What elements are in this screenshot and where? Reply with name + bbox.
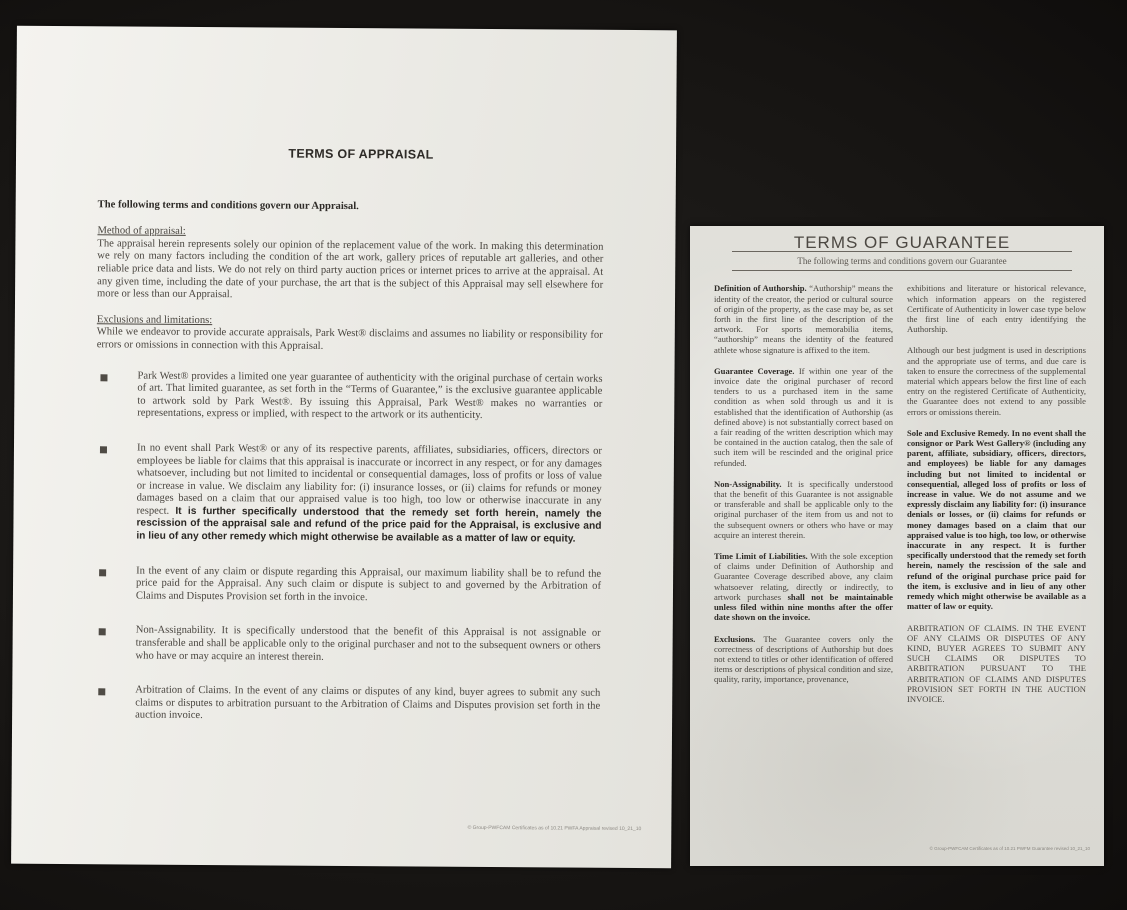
exclusions-text: The Guarantee covers only the correctness of descriptions of Authorship but does not extend to titles or other identification of offered items or descriptions of physical condition and size, quality, rarity, importance, provenance, (714, 633, 894, 685)
square-bullet-icon (100, 446, 107, 453)
nonassign-text: It is specifically understood that the benefit of this Guarantee is not assignable or transferable and shall be applicable only to the original purchaser of the item from us and not to the subsequent owners or others who have or may acquire an interest therein. (714, 478, 893, 540)
list-item-text: Non-Assignability. It is specifically understood that the benefit of this Appraisal is not assignable or transferable and shall be applicable only to the original purchaser and not to the subsequent owners or others who have or may acquire an interest therein. (135, 624, 601, 663)
coverage-text: If within one year of the invoice date the original purchaser of record tenders to us a purchased item in the same condition as when sold through us and it is established that the identification of Authorship (as defined above) is not substantially correct based on a fair reading of the written description which may be contained in the auction catalog, then the sale of such item will be rescinded and the original price refunded. (714, 365, 893, 468)
exhibitions-paragraph: exhibitions and literature or historical relevance, which information appears on the registered Certificate of Authenticity in lower case type below the first line of each entry identifying the Authorship. (907, 283, 1086, 335)
guarantee-footer: © Group-PWFCAM Certificates as of 10.21 PWFM Guarantee revised 10_21_10 (929, 845, 1090, 851)
list-item (95, 442, 602, 546)
time-limit-heading: Time Limit of Liabilities. (714, 551, 808, 562)
list-item-text: In the event of any claim or dispute regarding this Appraisal, our maximum liability shall be to refund the price paid for the Appraisal. Any such claim or dispute is subject to and governed by the Arbitration of Claims and Disputes Provision set forth in the invoice. (135, 565, 602, 604)
list-item (94, 684, 600, 725)
square-bullet-icon (98, 689, 105, 696)
coverage-heading: Guarantee Coverage. (714, 365, 795, 376)
time-limit-text: With the sole exception of claims under Definition of Authorship and Guarantee Coverage described above, any claim whatsoever relating, directly or indirectly, to artwork purchases (714, 551, 893, 602)
appraisal-footer: © Group-PWFCAM Certificates as of 10.21 PWFA Appraisal revised 10_21_10 (467, 825, 642, 833)
definition-section (714, 283, 893, 354)
exclusions-section (714, 634, 893, 685)
time-limit-bold: shall not be maintainable unless filed within nine months after the offer date shown on the invoice. (714, 591, 893, 623)
exclusions-heading: Exclusions and limitations: (96, 314, 213, 326)
appraisal-intro: The following terms and conditions govern our Appraisal. (97, 198, 359, 212)
guarantee-column-left (714, 283, 893, 715)
appraisal-title: TERMS OF APPRAISAL (288, 146, 434, 162)
sole-remedy-text: In no event shall the consignor or Park West Gallery® (including any parent, affiliate, subsidiary, officers, directors, and employees) be liable for any damages including but not limited to incidental or consequential, alleged loss of profits or loss of increase in value. We do not assume and we expressly disclaim any liability for: (i) insurance denials or losses, or (ii) claims for refunds or money damages based on a claim that our appraised value is too high, too low, or otherwise inaccurate in any respect. It is further specifically understood that the remedy set forth herein, namely the rescission of the sale and refund of the original purchase price paid for the item, is exclusive and in lieu of any other remedy which might otherwise be available as a matter of law or equity. (907, 427, 1086, 612)
list-item (95, 565, 601, 606)
list-item-text (136, 442, 602, 546)
limitations-list (94, 370, 602, 726)
sole-remedy-section (907, 428, 1086, 612)
list-item-text: Arbitration of Claims. In the event of any claims or disputes of any kind, buyer agrees to submit any such claims or disputes to arbitration pursuant to the Arbitration of Claims and Disputes provision set forth in the auction invoice. (135, 684, 601, 722)
nonassign-section (714, 479, 893, 540)
arbitration-paragraph: ARBITRATION OF CLAIMS. IN THE EVENT OF ANY CLAIMS OR DISPUTES OF ANY KIND, BUYER AGREES TO SUBMIT ANY SUCH CLAIMS OR DISPUTES TO ARBITRATION PURSUANT TO THE ARBITRATION OF CLAIMS AND DISPUTES PROVISION SET FORTH IN THE AUCTION INVOICE. (907, 622, 1086, 704)
guarantee-columns (714, 283, 1086, 715)
square-bullet-icon (100, 374, 107, 381)
appraisal-document (11, 26, 677, 869)
method-section (97, 225, 604, 304)
judgment-paragraph: Although our best judgment is used in descriptions and the appropriate use of terms, and due care is taken to ensure the correctness of the supplemental material which appears below the first line of each entry on the registered Certificate of Authenticity, the Guarantee does not extend to any possible errors or omissions therein. (907, 345, 1086, 417)
remedy-bold-text: It is further specifically understood that the remedy set forth herein, namely the rescission of the appraisal sale and refund of the price paid for the Appraisal, is exclusive and in lieu of any other remedy which might otherwise be available as a matter of law or equity. (136, 505, 602, 545)
definition-text: “Authorship” means the identity of the creator, the period or cultural source of origin of the property, as the case may be, as set forth in the first line of the description of the artwork. For sports memorabilia items, “authorship” means the identity of the featured athlete whose signature is affixed to the item. (714, 283, 893, 355)
exclusions-text: While we endeavor to provide accurate appraisals, Park West® disclaims and assumes no liability or responsibility for errors or omissions in connection with this Appraisal. (96, 326, 603, 352)
coverage-section (714, 366, 893, 468)
exclusions-section (97, 314, 603, 355)
guarantee-subtitle: The following terms and conditions govern our Guarantee (732, 256, 1072, 271)
definition-heading: Definition of Authorship. (714, 283, 807, 294)
exclusions-heading: Exclusions. (714, 633, 756, 644)
nonassign-heading: Non-Assignability. (714, 478, 782, 489)
guarantee-column-right (907, 283, 1086, 715)
square-bullet-icon (99, 569, 106, 576)
liability-text: In no event shall Park West® or any of its respective parents, affiliates, subsidiaries, officers, directors or employees be liable for claims that this appraisal is inaccurate or incorrect in any respect, or for any damages whatsoever, including but not limited to incidental or consequential damages, loss of profits or loss of value or increase in value. We disclaim any liability for: (i) insurance losses, or (ii) claims for refunds or money damages based on a claim that our appraised value is too high, too low or otherwise inaccurate in any respect. (136, 442, 603, 517)
square-bullet-icon (99, 629, 106, 636)
method-text: The appraisal herein represents solely our opinion of the replacement value of the work. In making this determination we rely on many factors including the condition of the art work, gallery prices of reputable art galleries, and other reliable price data and lists. We do not rely on third party auction prices or internet prices to arrive at the appraisal. At any given time, including the date of your purchase, the art that is the subject of this Appraisal may sell elsewhere for more or less than our Appraisal. (97, 238, 604, 301)
time-limit-section (714, 551, 893, 622)
sole-remedy-heading: Sole and Exclusive Remedy. (907, 427, 1010, 438)
guarantee-document (690, 226, 1104, 866)
list-item (96, 370, 602, 424)
list-item (94, 625, 600, 666)
list-item-text: Park West® provides a limited one year guarantee of authenticity with the original purchase of certain works of art. That limited guarantee, as set forth in the “Terms of Guarantee,” is the exclusive guarantee applicable to artwork sold by Park West®. By issuing this Appraisal, Park West® makes no warranties or representations, express or implied, with respect to the artwork or its authenticity. (137, 370, 603, 422)
guarantee-title: TERMS OF GUARANTEE (732, 238, 1072, 252)
method-heading: Method of appraisal: (97, 225, 186, 238)
